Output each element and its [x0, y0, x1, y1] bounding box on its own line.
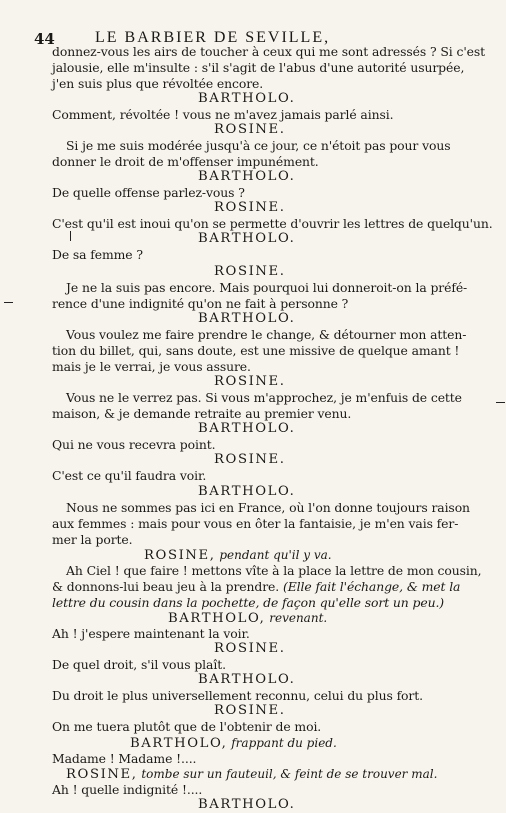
dialogue-line	[52, 343, 459, 359]
line-text: Ah ! j'espere maintenant la voir.	[52, 626, 250, 641]
speaker-name: BARTHOLO.	[198, 421, 296, 436]
speaker-heading	[198, 672, 295, 688]
speaker-heading	[214, 703, 286, 719]
speaker-heading	[130, 735, 337, 752]
dialogue-line	[52, 719, 321, 735]
line-text: De sa femme ?	[52, 247, 143, 262]
dialogue-line	[52, 185, 245, 201]
speaker-heading	[198, 311, 295, 327]
dialogue-line	[66, 390, 462, 406]
speaker-heading	[214, 452, 286, 468]
speaker-name: BARTHOLO.	[198, 231, 296, 246]
page-number: 44	[34, 30, 55, 48]
speaker-heading	[198, 91, 295, 107]
line-text: tion du billet, qui, sans doute, est une missive de quelque amant !	[52, 343, 460, 358]
stage-direction-line	[52, 595, 444, 611]
line-text: Comment, révoltée ! vous ne m'avez jamais parlé ainsi.	[52, 107, 394, 122]
speaker-name: ROSINE.	[214, 703, 286, 718]
dialogue-line	[52, 76, 263, 92]
dialogue-line	[52, 247, 143, 263]
line-text: Si je me suis modérée jusqu'à ce jour, ce n'étoit pas pour vous	[66, 138, 451, 153]
speaker-name: BARTHOLO.	[198, 169, 296, 184]
dialogue-line	[52, 626, 250, 642]
line-text: jalousie, elle m'insulte : s'il s'agit de l'abus d'une autorité usurpée,	[52, 60, 465, 75]
speaker-name: BARTHOLO.	[198, 672, 296, 687]
line-text: Madame ! Madame !....	[52, 751, 197, 766]
line-text: C'est qu'il est inoui qu'on se permette d'ouvrir les lettres de quelqu'un.	[52, 216, 493, 231]
speaker-name: ROSINE,	[144, 548, 216, 563]
line-text: Je ne la suis pas encore. Mais pourquoi lui donneroit-on la préfé-	[66, 280, 468, 295]
speaker-name: BARTHOLO,	[130, 736, 228, 751]
speaker-name: ROSINE.	[214, 641, 286, 656]
line-text: Vous voulez me faire prendre le change, & détourner mon atten-	[66, 327, 467, 342]
line-text: donner le droit de m'offenser impunément.	[52, 154, 319, 169]
dialogue-line	[66, 327, 466, 343]
dialogue-line	[52, 532, 133, 548]
dialogue-line	[52, 359, 251, 375]
dialogue-line	[52, 216, 493, 232]
line-text: mer la porte.	[52, 532, 133, 547]
dialogue-line	[52, 516, 458, 532]
dialogue-line	[66, 500, 470, 516]
dialogue-line	[52, 154, 319, 170]
dialogue-line	[52, 751, 196, 767]
speaker-heading	[198, 421, 295, 437]
dialogue-line	[52, 296, 348, 312]
dialogue-line	[52, 406, 351, 422]
dialogue-line	[52, 60, 464, 76]
dialogue-line	[52, 657, 226, 673]
line-text: lettre du cousin dans la pochette, de façon qu'elle sort un peu.)	[52, 595, 445, 610]
dialogue-line	[52, 44, 485, 60]
stage-direction: pendant qu'il y va.	[215, 548, 332, 562]
dialogue-line	[52, 107, 393, 123]
line-text: donnez-vous les airs de toucher à ceux qui me sont adressés ? Si c'est	[52, 44, 486, 59]
stage-direction: frappant du pied.	[227, 736, 337, 750]
dialogue-line	[52, 437, 215, 453]
line-text: Ah Ciel ! que faire ! mettons vîte à la place la lettre de mon cousin,	[66, 563, 482, 578]
speaker-heading	[214, 200, 286, 216]
stage-direction: tombe sur un fauteuil, & feint de se trouver mal.	[137, 767, 438, 781]
margin-mark	[496, 402, 505, 403]
dialogue-line	[52, 782, 202, 798]
line-text: maison, & je demande retraite au premier venu.	[52, 406, 352, 421]
line-text: rence d'une indignité qu'on ne fait à personne ?	[52, 296, 349, 311]
speaker-heading	[144, 547, 332, 564]
speaker-name: BARTHOLO.	[198, 484, 296, 499]
speaker-name: ROSINE.	[214, 122, 286, 137]
speaker-name: ROSINE.	[214, 264, 286, 279]
speaker-heading	[214, 122, 286, 138]
line-text: j'en suis plus que révoltée encore.	[52, 76, 264, 91]
dialogue-line	[66, 563, 481, 579]
line-text: De quelle offense parlez-vous ?	[52, 185, 245, 200]
dialogue-line	[52, 688, 423, 704]
line-text: Du droit le plus universellement reconnu, celui du plus fort.	[52, 688, 423, 703]
dialogue-line	[66, 280, 467, 296]
speaker-name: ROSINE,	[66, 767, 138, 782]
line-text: Vous ne le verrez pas. Si vous m'approchez, je m'enfuis de cette	[66, 390, 462, 405]
speaker-name: BARTHOLO,	[168, 611, 266, 626]
speaker-heading: BARTHOLO.	[198, 797, 296, 812]
dialogue-line	[52, 468, 206, 484]
speaker-heading	[198, 231, 295, 247]
margin-mark	[4, 302, 13, 303]
speaker-heading	[214, 264, 286, 280]
margin-mark	[70, 231, 71, 241]
stage-direction: revenant.	[265, 611, 328, 625]
speaker-name: BARTHOLO.	[198, 91, 296, 106]
speaker-heading	[168, 610, 327, 627]
speaker-heading	[198, 169, 295, 185]
line-text: De quel droit, s'il vous plaît.	[52, 657, 226, 672]
speaker-heading	[214, 374, 286, 390]
line-text: Ah ! quelle indignité !....	[52, 782, 203, 797]
speaker-heading	[198, 484, 295, 500]
speaker-name: ROSINE.	[214, 200, 286, 215]
line-text: mais je le verrai, je vous assure.	[52, 359, 251, 374]
line-text: On me tuera plutôt que de l'obtenir de moi.	[52, 719, 322, 734]
speaker-heading	[214, 641, 286, 657]
dialogue-line	[66, 138, 450, 154]
speaker-name: ROSINE.	[214, 374, 286, 389]
line-text: & donnons-lui beau jeu à la prendre.	[52, 579, 280, 594]
running-title: LE BARBIER DE SEVILLE,	[95, 29, 331, 46]
line-text: C'est ce qu'il faudra voir.	[52, 468, 207, 483]
line-text: Nous ne sommes pas ici en France, où l'on donne toujours raison	[66, 500, 470, 515]
line-text: aux femmes : mais pour vous en ôter la fantaisie, je m'en vais fer-	[52, 516, 459, 531]
speaker-name: ROSINE.	[214, 452, 286, 467]
stage-direction: (Elle fait l'échange, & met la	[279, 579, 461, 594]
dialogue-line	[52, 579, 460, 595]
line-text: Qui ne vous recevra point.	[52, 437, 216, 452]
speaker-name: BARTHOLO.	[198, 311, 296, 326]
speaker-heading	[66, 766, 437, 783]
